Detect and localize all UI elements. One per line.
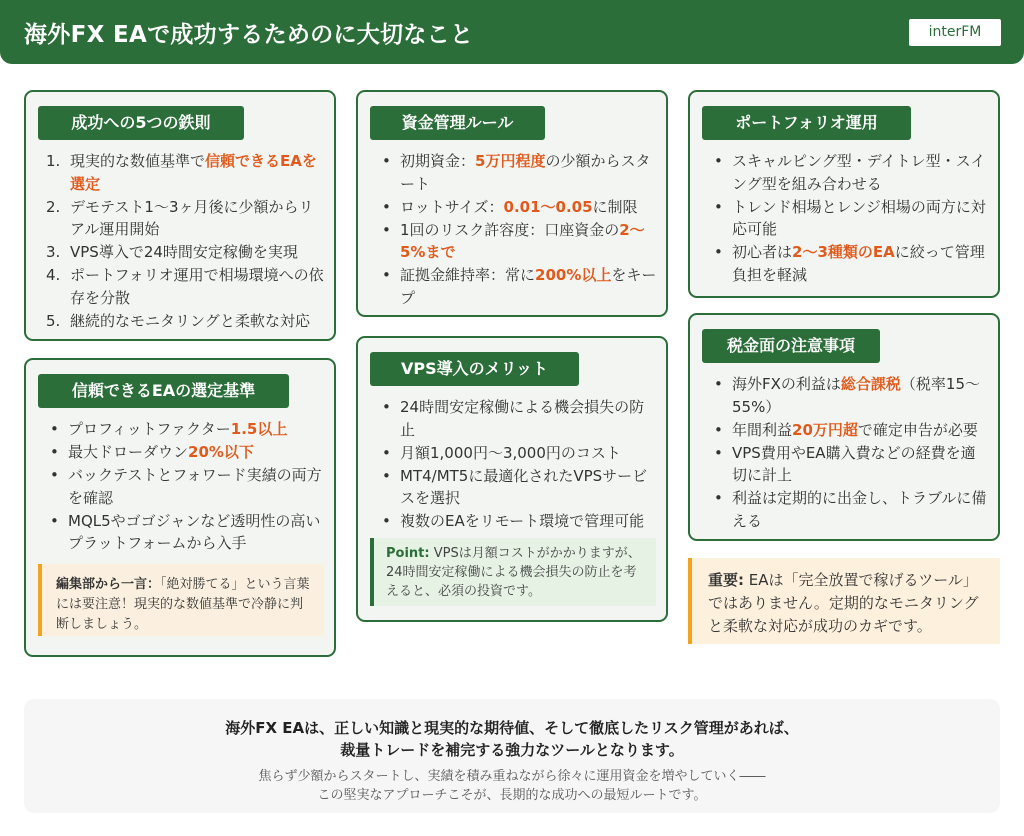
list-item [374, 219, 658, 264]
list-item [706, 487, 990, 532]
editor-note-label: 編集部から一言： [56, 577, 161, 592]
list-item [706, 419, 990, 442]
point-box [370, 538, 656, 606]
page-title: 海外FX EAで成功するためのに大切なこと [24, 22, 474, 48]
list-item [42, 464, 326, 509]
item-text: 初期資金： [400, 152, 476, 170]
item-text: VPS費用やEA購入費などの経費を適切に計上 [732, 443, 976, 484]
list-item [706, 241, 990, 286]
item-text: の少額からスタート [400, 152, 651, 193]
item-text: MQL5やゴゴジャンなど透明性の高いプラットフォームから入手 [68, 511, 321, 552]
item-highlight: 1.5以上 [230, 420, 288, 438]
item-text: スキャルピング型・デイトレ型・スイング型を組み合わせる [732, 152, 986, 193]
item-highlight: 信頼できるEAを選定 [70, 152, 317, 193]
list-number: 1. [46, 152, 61, 170]
item-text: 年間利益 [732, 420, 793, 439]
item-text: 証拠金維持率：常に [400, 266, 536, 284]
list-item [374, 196, 658, 219]
item-text: （税率15〜55%） [732, 375, 981, 416]
item-text: 継続的なモニタリングと柔軟な対応 [70, 311, 311, 330]
vps-card [356, 336, 668, 622]
list-item [42, 418, 326, 441]
important-note [688, 558, 1000, 644]
capital-card [356, 90, 668, 317]
list-item [374, 442, 658, 465]
item-text: 現実的な数値基準で [70, 152, 206, 170]
list-number: 2. [46, 197, 61, 216]
list-item [44, 196, 328, 241]
item-text: 海外FXの利益は [732, 375, 841, 393]
page-header [0, 0, 1024, 64]
item-highlight: 総合課税 [840, 375, 901, 393]
item-text: 初心者は [732, 243, 793, 261]
item-text: MT4/MT5に最適化されたVPSサービスを選択 [400, 466, 648, 507]
list-item [374, 396, 658, 441]
rules-list [44, 150, 328, 333]
list-item [44, 150, 328, 195]
list-number: 3. [46, 243, 61, 261]
item-highlight: 2〜5%まで [400, 220, 645, 261]
item-text: VPS導入で24時間安定稼働を実現 [70, 243, 298, 261]
criteria-card [24, 358, 336, 657]
item-text: に絞って管理負担を軽減 [732, 243, 985, 284]
summary-footer [24, 699, 1000, 813]
item-highlight: 20%以下 [188, 443, 254, 461]
list-number: 4. [46, 266, 61, 284]
list-item [374, 264, 658, 309]
list-item [44, 310, 328, 333]
list-item [706, 196, 990, 241]
item-highlight: 200%以上 [535, 266, 612, 284]
list-item [42, 441, 326, 464]
footer-line-2: 裁量トレードを補完する強力なツールとなります。 [340, 741, 684, 759]
item-highlight: 5万円程度 [475, 152, 546, 170]
item-text: 最大ドローダウン [68, 443, 189, 461]
tax-card-title: 税金面の注意事項 [702, 329, 880, 363]
list-item [374, 465, 658, 510]
item-text: 24時間安定稼働による機会損失の防止 [400, 398, 645, 439]
tax-list [706, 373, 990, 533]
item-text: デモテスト1〜3ヶ月後に少額からリアル運用開始 [70, 197, 314, 238]
portfolio-card-title: ポートフォリオ運用 [702, 106, 911, 140]
rules-card-title: 成功への5つの鉄則 [38, 106, 244, 140]
rules-card [24, 90, 336, 341]
important-text: EAは「完全放置で稼げるツール」ではありません。定期的なモニタリングと柔軟な対応が成功のカギです。 [708, 571, 979, 635]
point-label: Point: [386, 546, 430, 561]
capital-list [374, 150, 658, 310]
item-highlight: 2〜3種類のEA [792, 243, 895, 261]
list-item [706, 150, 990, 195]
item-text: ロットサイズ： [400, 197, 504, 216]
item-text: 月額1,000円〜3,000円のコスト [400, 443, 621, 462]
item-text: で確定申告が必要 [857, 420, 978, 439]
item-text: ポートフォリオ運用で相場環境への依存を分散 [70, 266, 324, 307]
list-item [374, 510, 658, 533]
criteria-list [42, 418, 326, 555]
footer-line-1: 海外FX EAは、正しい知識と現実的な期待値、そして徹底したリスク管理があれば、 [225, 719, 799, 737]
capital-card-title: 資金管理ルール [370, 106, 545, 140]
item-text: 利益は定期的に出金し、トラブルに備える [732, 489, 987, 530]
footer-line-4: この堅実なアプローチこそが、長期的な成功への最短ルートです。 [317, 788, 707, 803]
list-item [374, 150, 658, 195]
item-text: 1回のリスク許容度：口座資金の [400, 220, 620, 239]
vps-card-title: VPS導入のメリット [370, 352, 579, 386]
editor-note [38, 564, 324, 636]
list-item [44, 264, 328, 309]
portfolio-card [688, 90, 1000, 298]
list-item [706, 373, 990, 418]
list-number: 5. [46, 311, 61, 330]
portfolio-list [706, 150, 990, 287]
editor-note-text: 「絶対勝てる」という言葉には要注意！現実的な数値基準で冷静に判断しましょう。 [56, 577, 310, 632]
tax-card [688, 313, 1000, 541]
important-label: 重要: [708, 571, 744, 589]
item-text: をキープ [400, 266, 657, 307]
point-text: VPSは月額コストがかかりますが、24時間安定稼働による機会損失の防止を考えると、必須の投資です。 [386, 546, 641, 599]
brand-logo[interactable]: interFM [909, 19, 1001, 46]
item-text: プロフィットファクター [68, 420, 231, 438]
vps-list [374, 396, 658, 533]
criteria-card-title: 信頼できるEAの選定基準 [38, 374, 289, 408]
list-item [42, 510, 326, 555]
list-item [706, 442, 990, 487]
list-item [44, 241, 328, 264]
item-text: 複数のEAをリモート環境で管理可能 [400, 512, 645, 530]
item-highlight: 20万円超 [792, 420, 858, 439]
item-text: に制限 [592, 197, 638, 216]
item-text: バックテストとフォワード実績の両方を確認 [68, 466, 322, 507]
item-highlight: 0.01〜0.05 [503, 197, 593, 216]
footer-line-3: 焦らず少額からスタートし、実績を積み重ねながら徐々に運用資金を増やしていく―― [258, 769, 766, 784]
item-text: トレンド相場とレンジ相場の両方に対応可能 [732, 197, 986, 238]
